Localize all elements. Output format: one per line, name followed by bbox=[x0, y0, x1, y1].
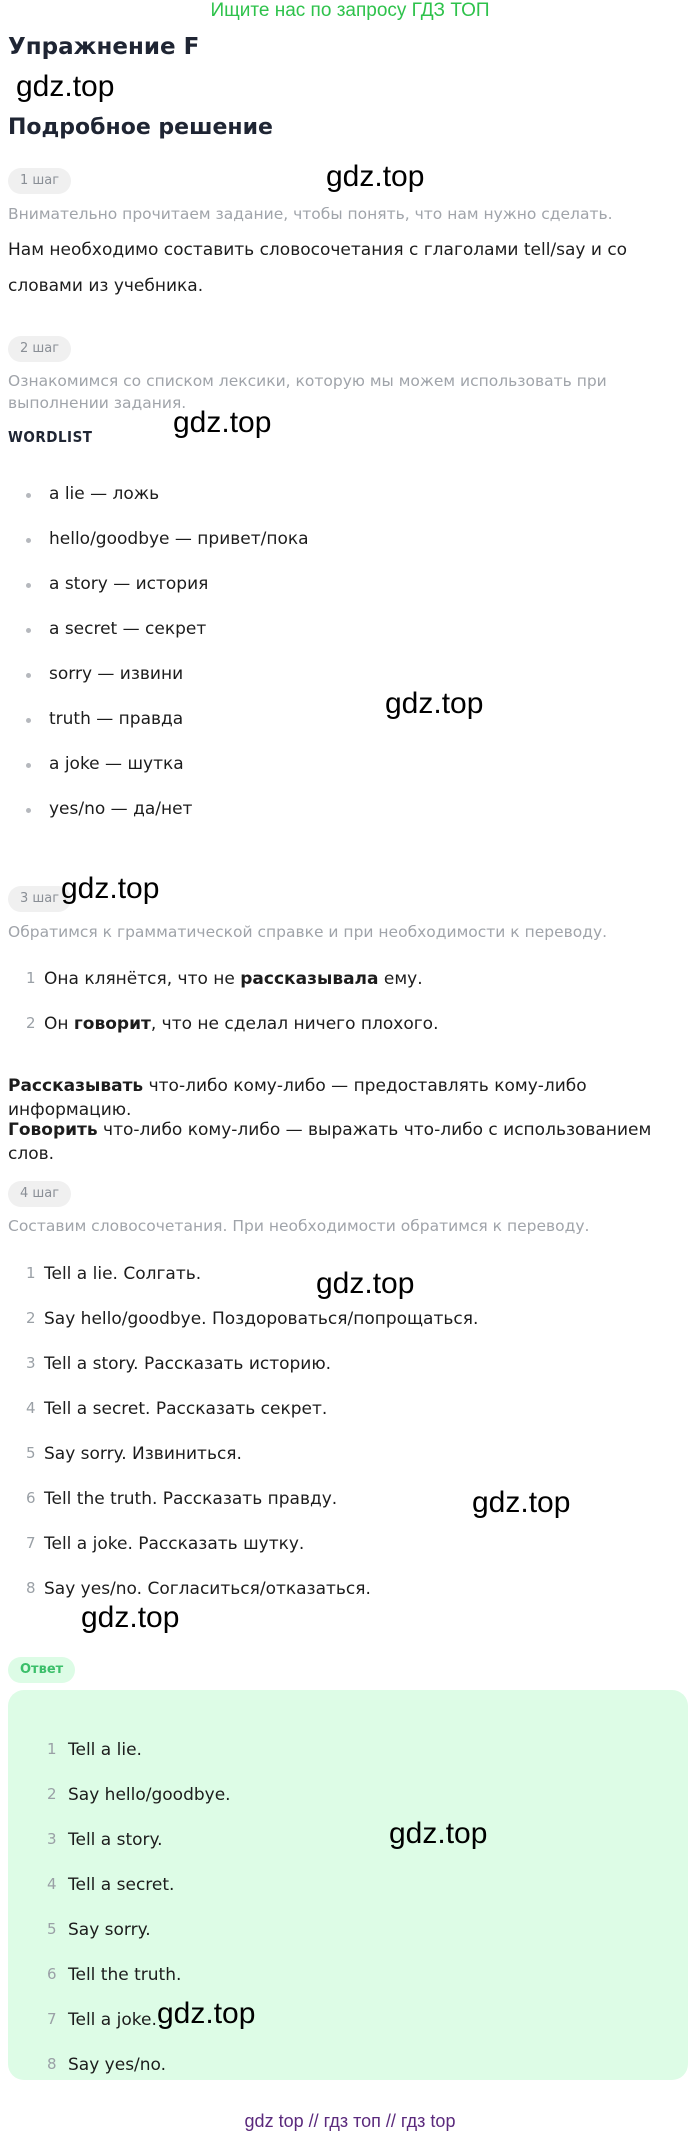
example-number: 1 bbox=[26, 969, 36, 987]
exercise-title: Упражнение F bbox=[8, 34, 200, 60]
wordlist-item: truth — правда bbox=[0, 707, 690, 752]
answer-number: 5 bbox=[47, 1920, 57, 1938]
answer-badge: Ответ bbox=[8, 1657, 75, 1683]
rule-verb: Говорить bbox=[8, 1120, 98, 1140]
watermark: gdz.top bbox=[81, 1601, 180, 1634]
example-sentence bbox=[44, 1012, 438, 1036]
wordlist-item: sorry — извини bbox=[0, 662, 690, 707]
step-4-item: Say hello/goodbye. Поздороваться/попрощаться. bbox=[44, 1309, 479, 1329]
step-4-number: 4 bbox=[26, 1399, 36, 1417]
watermark: gdz.top bbox=[157, 1997, 256, 2030]
example-text: Она клянётся, что не bbox=[44, 969, 241, 989]
solution-title: Подробное решение bbox=[8, 115, 273, 140]
step-4-item: Tell a joke. Рассказать шутку. bbox=[44, 1534, 305, 1554]
step-4-number: 7 bbox=[26, 1534, 36, 1552]
step-4-number: 5 bbox=[26, 1444, 36, 1462]
wordlist-item: yes/no — да/нет bbox=[0, 797, 690, 842]
step-2-hint: Ознакомимся со списком лексики, которую мы можем использовать при выполнении задания. bbox=[8, 372, 607, 412]
wordlist-item: hello/goodbye — привет/пока bbox=[0, 527, 690, 572]
answer-item: Tell a lie. bbox=[68, 1740, 142, 1760]
answer-number: 2 bbox=[47, 1785, 57, 1803]
wordlist bbox=[0, 482, 690, 842]
step-4-number: 2 bbox=[26, 1309, 36, 1327]
step-1-badge: 1 шаг bbox=[8, 168, 71, 194]
footer-links[interactable]: gdz top // гдз топ // гдз top bbox=[244, 2111, 456, 2131]
watermark: gdz.top bbox=[326, 160, 425, 193]
example-text: Он bbox=[44, 1014, 74, 1034]
answer-item: Tell a story. bbox=[68, 1830, 163, 1850]
rule-verb: Рассказывать bbox=[8, 1076, 144, 1096]
step-4-number: 3 bbox=[26, 1354, 36, 1372]
answer-box bbox=[8, 1690, 688, 2080]
wordlist-item: a lie — ложь bbox=[0, 482, 690, 527]
answer-number: 6 bbox=[47, 1965, 57, 1983]
answer-number: 4 bbox=[47, 1875, 57, 1893]
answer-item: Tell a secret. bbox=[68, 1875, 175, 1895]
watermark: gdz.top bbox=[16, 70, 115, 103]
answer-item: Say hello/goodbye. bbox=[68, 1785, 231, 1805]
wordlist-title: WORDLIST bbox=[8, 428, 93, 446]
wordlist-item: a joke — шутка bbox=[0, 752, 690, 797]
step-1-text: Нам необходимо составить словосочетания с глаголами tell/say и со словами из учебника. bbox=[8, 240, 628, 296]
example-text: , что не сделал ничего плохого. bbox=[150, 1014, 439, 1034]
example-sentence bbox=[44, 967, 423, 991]
step-4-number: 8 bbox=[26, 1579, 36, 1597]
step-2-badge: 2 шаг bbox=[8, 336, 71, 362]
wordlist-item: a story — история bbox=[0, 572, 690, 617]
step-4-item: Tell a story. Рассказать историю. bbox=[44, 1354, 332, 1374]
step-4-item: Tell a secret. Рассказать секрет. bbox=[44, 1399, 328, 1419]
step-4-item: Say sorry. Извиниться. bbox=[44, 1444, 242, 1464]
answer-number: 1 bbox=[47, 1740, 57, 1758]
step-4-number: 1 bbox=[26, 1264, 36, 1282]
step-1-hint: Внимательно прочитаем задание, чтобы понять, что нам нужно сделать. bbox=[8, 205, 613, 223]
grammar-rule bbox=[8, 1074, 700, 1122]
watermark: gdz.top bbox=[389, 1817, 488, 1850]
rule-text: что-либо кому-либо — предоставлять кому-либо информацию. bbox=[8, 1076, 587, 1120]
step-4-badge: 4 шаг bbox=[8, 1181, 71, 1207]
grammar-rule bbox=[8, 1118, 700, 1166]
answer-item: Tell a joke. bbox=[68, 2010, 157, 2030]
answer-number: 7 bbox=[47, 2010, 57, 2028]
watermark: gdz.top bbox=[173, 406, 272, 439]
step-3-hint: Обратимся к грамматической справке и при необходимости к переводу. bbox=[8, 923, 608, 941]
example-verb: говорит bbox=[73, 1014, 151, 1034]
example-verb: рассказывала bbox=[240, 969, 379, 989]
step-3-badge: 3 шаг bbox=[8, 886, 71, 912]
step-4-hint: Составим словосочетания. При необходимости обратимся к переводу. bbox=[8, 1217, 590, 1235]
example-text: ему. bbox=[378, 969, 423, 989]
answer-number: 3 bbox=[47, 1830, 57, 1848]
top-banner[interactable]: Ищите нас по запросу ГДЗ ТОП bbox=[210, 0, 490, 21]
answer-item: Say sorry. bbox=[68, 1920, 151, 1940]
watermark: gdz.top bbox=[316, 1267, 415, 1300]
step-4-number: 6 bbox=[26, 1489, 36, 1507]
step-4-item: Say yes/no. Согласиться/отказаться. bbox=[44, 1579, 371, 1599]
step-4-item: Tell a lie. Солгать. bbox=[44, 1264, 202, 1284]
watermark: gdz.top bbox=[385, 687, 484, 720]
example-number: 2 bbox=[26, 1014, 36, 1032]
answer-item: Tell the truth. bbox=[68, 1965, 182, 1985]
answer-item: Say yes/no. bbox=[68, 2055, 167, 2075]
rule-text: что-либо кому-либо — выражать что-либо с использованием слов. bbox=[8, 1120, 652, 1164]
wordlist-item: a secret — секрет bbox=[0, 617, 690, 662]
answer-number: 8 bbox=[47, 2055, 57, 2073]
step-4-item: Tell the truth. Рассказать правду. bbox=[44, 1489, 338, 1509]
watermark: gdz.top bbox=[472, 1486, 571, 1519]
watermark: gdz.top bbox=[61, 872, 160, 905]
